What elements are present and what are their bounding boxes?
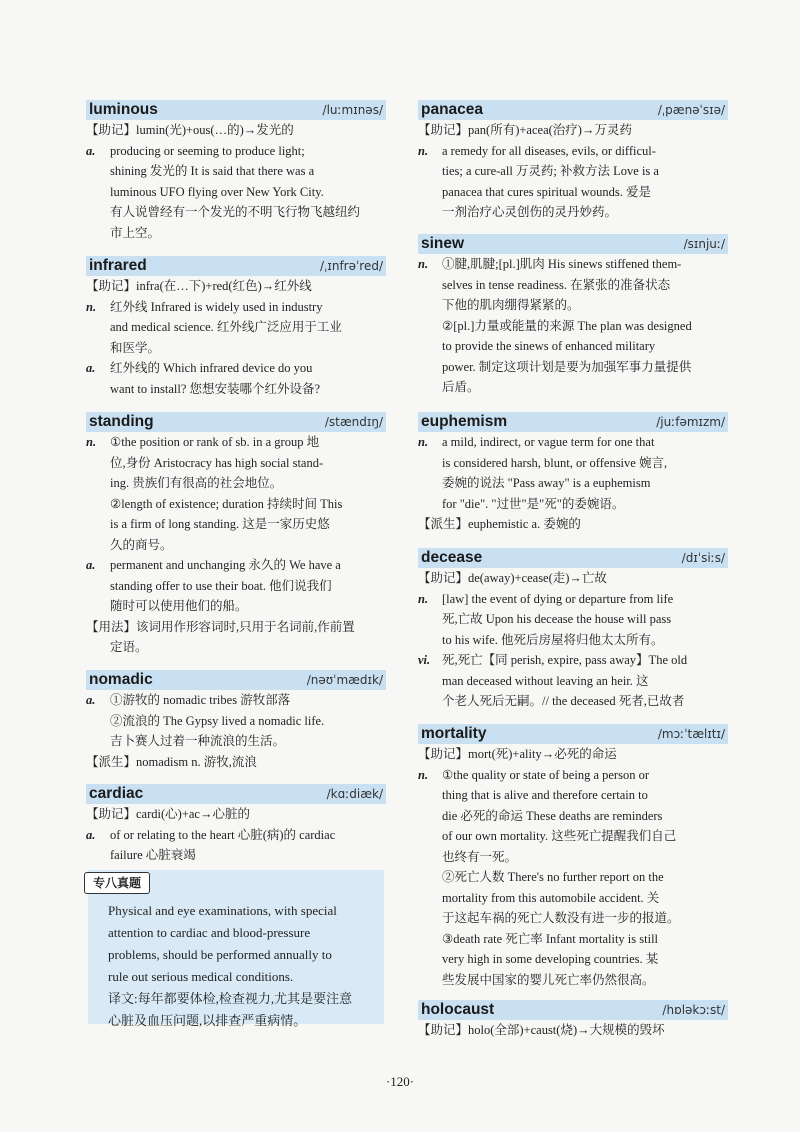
headword-bar <box>86 100 386 120</box>
headword-bar <box>418 412 728 432</box>
exam-line: rule out serious medical conditions. <box>108 969 294 984</box>
phonetic: /luːmɪnəs/ <box>322 103 383 117</box>
definition-line <box>86 825 386 846</box>
definition-line: ②流浪的 The Gypsy lived a nomadic life. <box>110 713 325 728</box>
definition-line: and medical science. 红外线广泛应用于工业 <box>110 320 342 334</box>
definition-line: 吉卜赛人过着一种流浪的生活。 <box>110 734 286 748</box>
definition-line: 后盾。 <box>442 380 480 394</box>
entry-mortality <box>418 724 728 990</box>
headword: luminous <box>89 101 158 118</box>
headword-bar <box>418 100 728 120</box>
part-of-speech: n. <box>418 435 429 449</box>
definition-line: 【助记】cardi(心)+ac→心脏的 <box>86 807 250 821</box>
definition-line <box>86 358 386 379</box>
part-of-speech: n. <box>418 257 429 271</box>
entry-holocaust <box>418 1000 728 1041</box>
definition-line: man deceased without leaving an heir. 这 <box>442 673 649 688</box>
headword: panacea <box>421 101 484 118</box>
definition-line: die 必死的命运 These deaths are reminders <box>442 808 663 823</box>
definition-line: for "die". "过世"是"死"的委婉语。 <box>442 496 625 511</box>
headword: mortality <box>421 725 487 742</box>
definition-line: 些发展中国家的婴儿死亡率仍然很高。 <box>442 972 655 987</box>
definition-line: 久的商号。 <box>110 537 173 552</box>
part-of-speech: n. <box>418 591 429 606</box>
entry-luminous <box>86 100 386 243</box>
definition-line: ing. 贵族们有很高的社会地位。 <box>110 476 283 490</box>
definition-line: 【用法】该词用作形容词时,只用于名词前,作前置 <box>86 619 355 634</box>
definition-line: 【助记】infra(在…下)+red(红色)→红外线 <box>86 279 312 293</box>
definition-line <box>418 650 728 671</box>
definition-line: of our own mortality. 这些死亡提醒我们自己 <box>442 829 677 843</box>
definition-line: 有人说曾经有一个发光的不明飞行物飞越纽约 <box>110 205 361 219</box>
definition-line: is a firm of long standing. 这是一家历史悠 <box>110 517 330 531</box>
definition-line: luminous UFO flying over New York City. <box>110 184 324 199</box>
definition-line <box>418 254 728 275</box>
definition-line: is considered harsh, blunt, or offensive 婉言, <box>442 455 668 470</box>
definition-line: 随时可以使用他们的船。 <box>110 599 248 613</box>
definition-line: 位,身份 Aristocracy has high social stand- <box>110 455 324 470</box>
definition-line: 【助记】lumin(光)+ous(…的)→发光的 <box>86 123 294 137</box>
definition-line: 【助记】de(away)+cease(走)→亡故 <box>418 571 607 585</box>
part-of-speech: a. <box>86 693 96 707</box>
headword: decease <box>421 549 483 566</box>
headword: sinew <box>421 235 465 252</box>
phonetic: /mɔːˈtælɪtɪ/ <box>657 727 725 741</box>
definition-line <box>86 432 386 453</box>
phonetic: /sɪnjuː/ <box>683 237 725 251</box>
definition-line: 一剂治疗心灵创伤的灵丹妙药。 <box>442 205 618 219</box>
definition-line: 【助记】mort(死)+ality→必死的命运 <box>418 747 617 761</box>
definition-line: 委婉的说法 "Pass away" is a euphemism <box>442 476 651 490</box>
definition-line <box>418 432 728 453</box>
definition-line: to his wife. 他死后房屋将归他太太所有。 <box>442 632 664 647</box>
definition-line: want to install? 您想安装哪个红外设备? <box>110 381 321 396</box>
page-number: ·120· <box>385 1074 415 1089</box>
headword-bar <box>418 548 728 568</box>
part-of-speech: a. <box>86 143 96 158</box>
definition-text: ①腱,肌腱;[pl.]肌肉 His sinews stiffened them- <box>442 257 682 271</box>
definition-line <box>418 765 728 786</box>
definition-line: 【助记】holo(全部)+caust(烧)→大规模的毁坏 <box>418 1023 665 1037</box>
phonetic: /hɒləkɔːst/ <box>662 1003 725 1017</box>
definition-text: 死,死亡【同 perish, expire, pass away】The old <box>442 653 688 667</box>
definition-text: ①游牧的 nomadic tribes 游牧部落 <box>110 693 291 707</box>
definition-line <box>86 297 386 318</box>
definition-line: 也终有一死。 <box>442 849 518 864</box>
headword: holocaust <box>421 1001 495 1018</box>
definition-line: ②死亡人数 There's no further report on the <box>442 870 664 884</box>
definition-line: ③death rate 死亡率 Infant mortality is still <box>442 931 659 946</box>
definition-line: power. 制定这项计划是要为加强军事力量提供 <box>442 359 692 374</box>
entry-infrared <box>86 256 386 399</box>
part-of-speech: a. <box>86 827 96 842</box>
definition-text: 红外线的 Which infrared device do you <box>110 361 313 375</box>
headword-bar <box>418 1000 728 1020</box>
definition-line: 死,亡故 Upon his decease the house will pass <box>442 612 672 626</box>
definition-text: a mild, indirect, or vague term for one that <box>442 435 655 449</box>
headword: cardiac <box>89 785 144 802</box>
definition-line <box>86 690 386 711</box>
definition-line <box>86 555 386 576</box>
headword-bar <box>86 256 386 276</box>
entry-sinew <box>418 234 728 398</box>
headword-bar <box>86 670 386 690</box>
exam-line: 心脏及血压问题,以排查严重病情。 <box>108 1013 307 1028</box>
entry-cardiac <box>86 784 386 866</box>
definition-line: shining 发光的 It is said that there was a <box>110 164 315 178</box>
definition-text: producing or seeming to produce light; <box>110 143 305 158</box>
definition-line: selves in tense readiness. 在紧张的准备状态 <box>442 277 671 292</box>
entry-euphemism <box>418 412 728 535</box>
definition-line <box>86 141 386 162</box>
exam-line: 译文:每年都要体检,检查视力,尤其是要注意 <box>108 991 353 1006</box>
phonetic: /kɑːdiæk/ <box>326 787 383 801</box>
definition-text: ①the position or rank of sb. in a group 地 <box>110 435 320 449</box>
part-of-speech: a. <box>86 558 96 572</box>
headword: euphemism <box>421 413 508 430</box>
definition-line: very high in some developing countries. 某 <box>442 952 659 966</box>
phonetic: /ˌɪnfrəˈred/ <box>320 259 383 273</box>
phonetic: /dɪˈsiːs/ <box>681 551 725 565</box>
definition-line: 市上空。 <box>110 225 161 240</box>
phonetic: /ˌpænəˈsɪə/ <box>657 103 725 117</box>
entry-standing <box>86 412 386 658</box>
definition-line: 【派生】euphemistic a. 委婉的 <box>418 517 581 531</box>
definition-line: ties; a cure-all 万灵药; 补救方法 Love is a <box>442 164 659 178</box>
headword-bar <box>86 784 386 804</box>
entry-nomadic <box>86 670 386 772</box>
definition-line: 和医学。 <box>110 340 161 355</box>
headword-bar <box>418 724 728 744</box>
exam-line: attention to cardiac and blood-pressure <box>108 925 311 940</box>
definition-line: 下他的肌肉绷得紧紧的。 <box>442 298 580 312</box>
definition-line: 【派生】nomadism n. 游牧,流浪 <box>86 754 257 769</box>
definition-text: of or relating to the heart 心脏(病)的 cardiac <box>110 827 336 842</box>
exam-line: Physical and eye examinations, with special <box>108 903 337 918</box>
definition-text: ①the quality or state of being a person or <box>442 767 649 782</box>
definition-line: standing offer to use their boat. 他们说我们 <box>110 578 332 593</box>
part-of-speech: a. <box>86 361 96 375</box>
definition-line: ②[pl.]力量或能量的来源 The plan was designed <box>442 318 692 333</box>
definition-line: mortality from this automobile accident. 关 <box>442 890 660 905</box>
headword-bar <box>418 234 728 254</box>
headword-bar <box>86 412 386 432</box>
part-of-speech: vi. <box>418 653 431 667</box>
headword: standing <box>89 413 154 430</box>
definition-line: failure 心脏衰竭 <box>110 848 196 862</box>
headword: nomadic <box>89 671 153 688</box>
phonetic: /stændɪŋ/ <box>324 415 383 429</box>
definition-line: 个老人死后无嗣。// the deceased 死者,已故者 <box>442 694 685 708</box>
exam-tag: 专八真题 <box>84 872 150 894</box>
definition-line: to provide the sinews of enhanced military <box>442 339 656 353</box>
definition-line <box>418 141 728 162</box>
definition-text: 红外线 Infrared is widely used in industry <box>110 299 323 314</box>
definition-line: ②length of existence; duration 持续时间 This <box>110 496 343 511</box>
definition-line <box>418 589 728 610</box>
part-of-speech: n. <box>418 767 429 782</box>
part-of-speech: n. <box>418 143 429 158</box>
definition-line: 【助记】pan(所有)+acea(治疗)→万灵药 <box>418 123 632 137</box>
part-of-speech: n. <box>86 435 97 449</box>
definition-text: [law] the event of dying or departure from life <box>442 591 674 606</box>
exam-line: problems, should be performed annually to <box>108 947 332 962</box>
headword: infrared <box>89 257 147 274</box>
part-of-speech: n. <box>86 299 97 314</box>
definition-line: 定语。 <box>110 640 148 654</box>
phonetic: /nəʊˈmædɪk/ <box>306 673 383 687</box>
definition-line: thing that is alive and therefore certain to <box>442 788 648 802</box>
entry-decease <box>418 548 728 712</box>
definition-text: a remedy for all diseases, evils, or difficul- <box>442 143 656 158</box>
phonetic: /juːfəmɪzm/ <box>656 415 725 429</box>
definition-line: panacea that cures spiritual wounds. 爱是 <box>442 184 651 199</box>
definition-text: permanent and unchanging 永久的 We have a <box>110 558 341 572</box>
entry-panacea <box>418 100 728 223</box>
definition-line: 于这起车祸的死亡人数没有进一步的报道。 <box>442 911 680 925</box>
